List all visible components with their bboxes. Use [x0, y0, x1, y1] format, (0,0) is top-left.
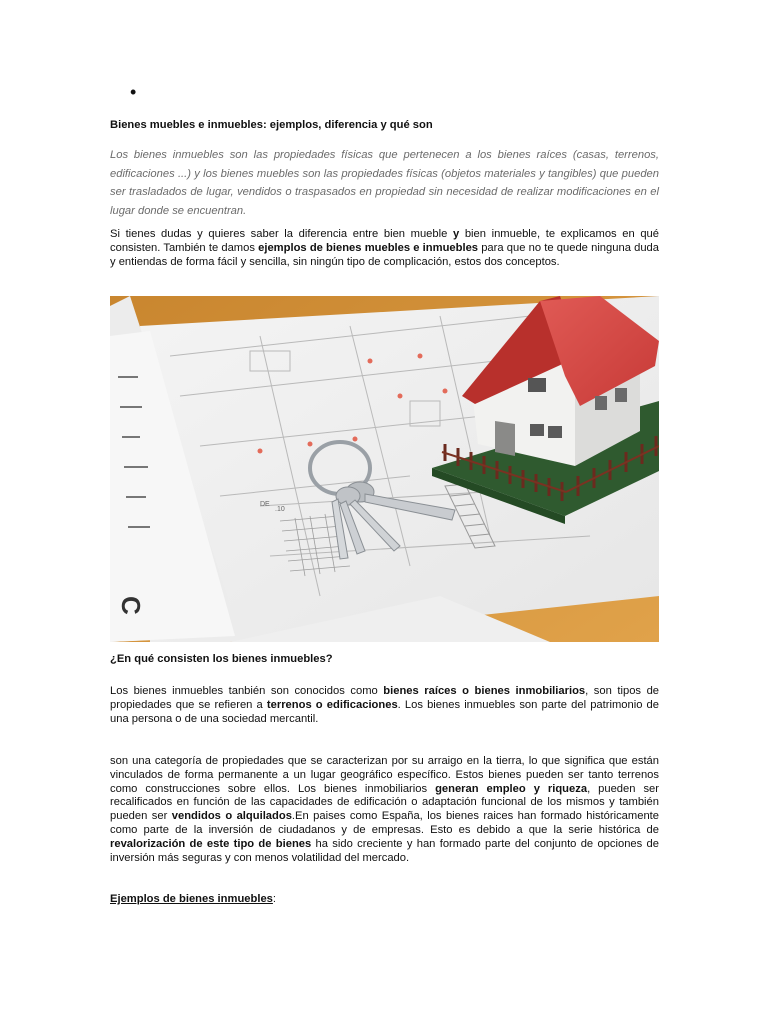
bold-run: vendidos o alquilados	[171, 810, 292, 823]
bold-run: y	[452, 228, 460, 240]
text-run: para que no te quede ninguna duda y entiendas de forma fácil y sencilla, sin ningún tipo de complicación, estos dos conceptos.	[110, 241, 659, 268]
intro-paragraph	[110, 228, 659, 269]
house-door	[495, 421, 515, 456]
house-window	[615, 388, 627, 402]
house-window	[548, 426, 562, 438]
text-run: ha sido creciente y han formado parte del conjunto de opciones de inversión más seguras y con menos volatilidad del mercado.	[110, 837, 659, 864]
bold-run: generan empleo y riqueza	[435, 782, 588, 795]
bold-run: revalorización de este tipo de bienes	[110, 837, 312, 850]
text-run: Los bienes inmuebles tanbién son conocidos como	[110, 685, 384, 697]
bold-run: ejemplos de bienes muebles e inmuebles	[258, 241, 479, 254]
text-run: . Los bienes inmuebles son parte del patrimonio de una persona o de una sociedad mercantil.	[110, 698, 660, 725]
bold-run: bienes raíces o bienes inmobiliarios	[383, 685, 586, 697]
lead-paragraph: Los bienes inmuebles son las propiedades físicas que pertenecen a los bienes raíces (casas, terrenos, edificaciones ...) y los bienes muebles son las propiedades físicas (objetos materiales y tangibles) que pueden ser trasladados de lugar, vendidos o traspasados en propiedad sin necesidad de realizar modificaciones en el lugar donde se encuentran.	[110, 149, 659, 217]
page-title: Bienes muebles e inmuebles: ejemplos, diferencia y qué son	[110, 119, 433, 131]
text-run: bien inmueble, te explicamos en qué consisten. También te damos	[110, 228, 659, 254]
text-run: Si tienes dudas y quieres saber la diferencia entre bien mueble	[110, 228, 453, 240]
examples-heading-text: Ejemplos de bienes inmuebles	[110, 893, 273, 905]
text-run: son una categoría de propiedades que se caracterizan por su arraigo en la tierra, lo que significa que están vinculados de forma permanente a un lugar geográfico específico. Estos bienes pueden ser tanto terrenos como construcciones sobre ellos. Los bienes inmobiliarios	[110, 755, 659, 795]
paper-letter: C	[116, 596, 146, 615]
heading-colon: :	[272, 893, 277, 905]
house-blueprint-photo	[110, 296, 659, 642]
section-heading: ¿En qué consisten los bienes inmuebles?	[110, 653, 333, 665]
examples-heading	[110, 893, 276, 905]
bullet: •	[130, 82, 137, 102]
house-window	[530, 424, 544, 436]
text-run: , pueden ser recalificados en función de las capacidades de edificación o adaptación funcional de los mismos y también pueden ser	[110, 782, 659, 823]
section-paragraph	[110, 685, 659, 726]
text-run: .En paises como España, los bienes raices han formado históricamente como parte de la inversión de ciudadanos y de empresas. Esto es debido a que la serie histórica de	[110, 810, 659, 836]
house-window	[528, 378, 546, 392]
photo-illustration	[110, 296, 659, 642]
plan-label: DE	[260, 501, 270, 508]
section-paragraph	[110, 755, 659, 865]
house-window	[595, 396, 607, 410]
plan-label: .10	[275, 506, 285, 513]
text-run: , son tipos de propiedades que se refieren a	[110, 685, 660, 711]
bold-run: terrenos o edificaciones	[266, 698, 398, 711]
